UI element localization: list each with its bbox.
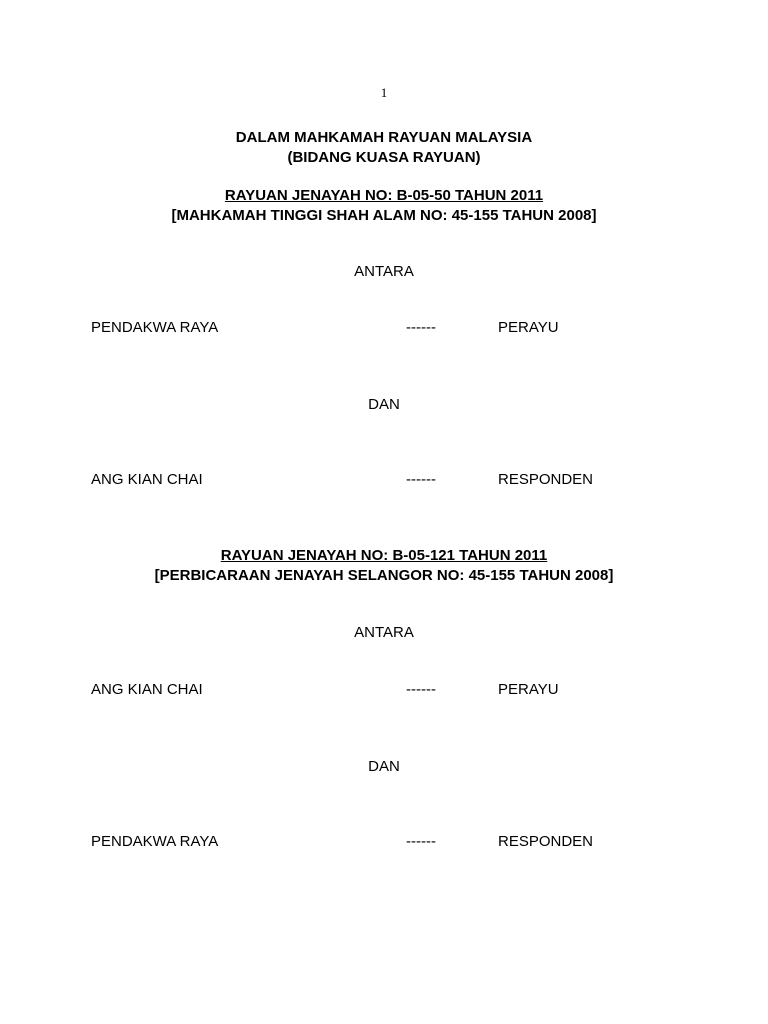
court-jurisdiction: (BIDANG KUASA RAYUAN) — [287, 149, 481, 166]
appeal-1-appellant-role: PERAYU — [498, 319, 559, 336]
appeal-2-respondent-name: PENDAKWA RAYA — [91, 833, 219, 850]
appeal-1-respondent-separator: ------ — [406, 471, 436, 488]
appeal-1-respondent-role: RESPONDEN — [498, 471, 594, 488]
page-number: 1 — [380, 85, 388, 100]
appeal-2-heading — [0, 546, 768, 566]
appeal-2-respondent-separator: ------ — [406, 833, 436, 850]
appeal-1-between-label: ANTARA — [354, 263, 414, 280]
appeal-1-appellant-separator: ------ — [406, 319, 436, 336]
appeal-1-appellant-row — [0, 318, 768, 338]
appeal-2-appellant-role: PERAYU — [498, 681, 559, 698]
appeal-2-case-number: RAYUAN JENAYAH NO: B-05-121 TAHUN 2011 — [220, 547, 548, 564]
appeal-1-appellant-name: PENDAKWA RAYA — [91, 319, 219, 336]
appeal-1-heading — [0, 186, 768, 206]
appeal-2-between-label: ANTARA — [354, 624, 414, 641]
appeal-1-respondent-row — [0, 470, 768, 490]
appeal-1-respondent-name: ANG KIAN CHAI — [91, 471, 203, 488]
appeal-2-appellant-separator: ------ — [406, 681, 436, 698]
appeal-1-and-label: DAN — [368, 396, 400, 413]
appeal-2-appellant-name: ANG KIAN CHAI — [91, 681, 203, 698]
appeal-1-origin: [MAHKAMAH TINGGI SHAH ALAM NO: 45-155 TAHUN 2008] — [171, 207, 597, 224]
appeal-2-respondent-row — [0, 832, 768, 852]
appeal-2-origin: [PERBICARAAN JENAYAH SELANGOR NO: 45-155 TAHUN 2008] — [154, 567, 614, 584]
appeal-2-respondent-role: RESPONDEN — [498, 833, 594, 850]
appeal-2-and-label: DAN — [368, 758, 400, 775]
court-name: DALAM MAHKAMAH RAYUAN MALAYSIA — [235, 129, 533, 146]
appeal-2-appellant-row — [0, 680, 768, 700]
appeal-1-case-number: RAYUAN JENAYAH NO: B-05-50 TAHUN 2011 — [224, 187, 544, 204]
